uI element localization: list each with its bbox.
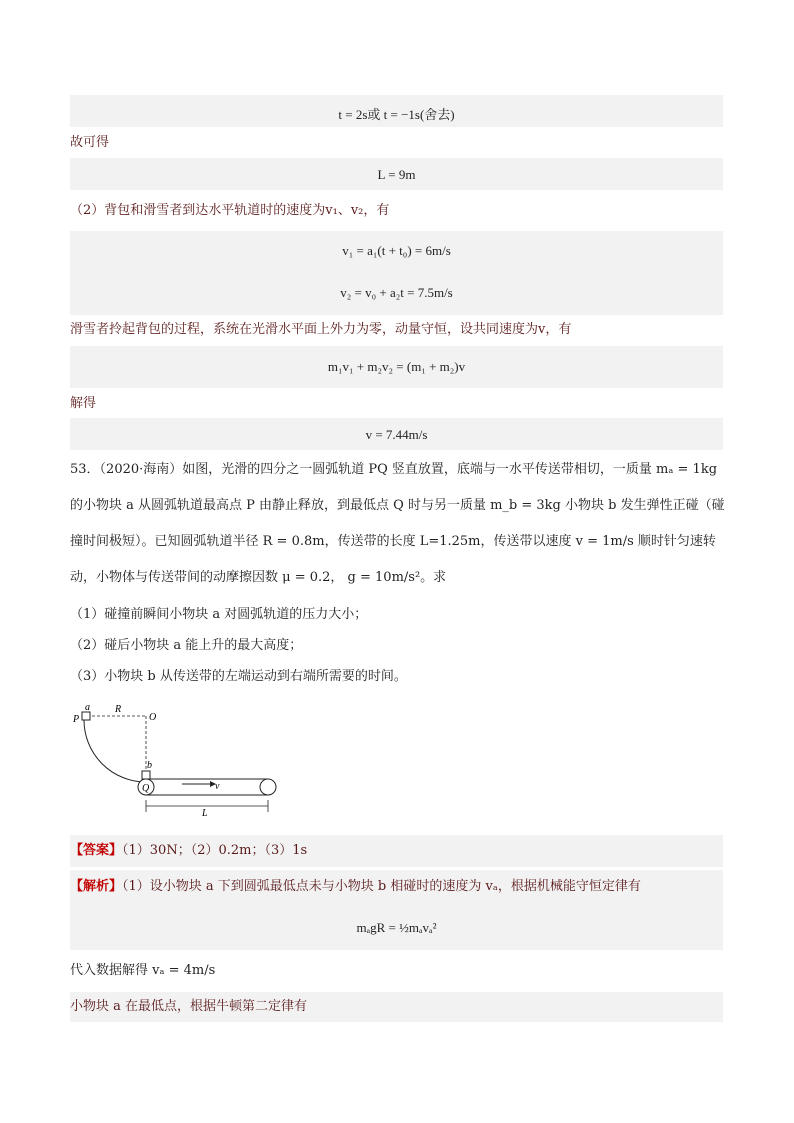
label-a: a [85,702,90,713]
equation-L: L = 9m [377,167,416,182]
label-O: O [149,712,157,723]
arc-track [84,720,146,782]
label-Q: Q [142,783,150,794]
block-a [82,712,90,720]
label-b: b [147,760,152,771]
label-L: L [202,808,208,819]
text-part2 [70,202,389,220]
text-substitute: 代入数据解得 vₐ = 4m/s [70,963,216,978]
answer-label: 【答案】 [70,843,123,858]
label-R: R [115,704,122,715]
label-v: v [215,781,220,792]
block-b [142,771,150,779]
physics-diagram [70,700,290,820]
text-part2-main: （2）背包和滑雪者到达水平轨道时的速度为 [70,203,326,218]
text-gu-ke-de: 故可得 [70,135,110,150]
equation-v1: v₁ = a₁(t + t₀) = 6m/s [342,243,451,258]
answer-text: （1）30N；（2）0.2m；（3）1s [122,843,308,858]
problem-line-1: 53．（2020·海南）如图，光滑的四分之一圆弧轨道 PQ 竖直放置，底端与一水平传送带相切，一质量 mₐ = 1kg [70,462,718,477]
question-1: （1）碰撞前瞬间小物块 a 对圆弧轨道的压力大小； [70,607,368,622]
problem-line-3: 撞时间极短）。已知圆弧轨道半径 R = 0.8m，传送带的长度 L=1.25m，传送带以速度 v = 1m/s 顺时针匀速转 [70,534,716,549]
problem-line-2: 的小物块 a 从圆弧轨道最高点 P 由静止释放，到最低点 Q 时与另一质量 m_b = 3kg 小物块 b 发生弹性正碰（碰 [70,498,725,513]
text-momentum [70,321,571,339]
text-lowest-point: 小物块 a 在最低点，根据牛顿第二定律有 [70,999,308,1014]
text-momentum-tail: v，有 [538,322,572,337]
analysis-label: 【解析】 [70,879,123,894]
question-2: （2）碰后小物块 a 能上升的最大高度； [70,638,303,653]
equation-v: v = 7.44m/s [365,427,428,442]
text-part2-vars: v₁、v₂，有 [325,203,390,218]
text-jie-de: 解得 [70,396,97,411]
problem-statement [70,452,723,596]
belt-right-roller [260,779,276,795]
question-3: （3）小物块 b 从传送带的左端运动到右端所需要的时间。 [70,669,407,684]
problem-line-4: 动，小物体与传送带间的动摩擦因数 μ = 0.2， g = 10m/s²。求 [70,570,447,585]
text-momentum-main: 滑雪者拎起背包的过程，系统在光滑水平面上外力为零，动量守恒，设共同速度为 [70,322,539,337]
analysis-text: （1）设小物块 a 下到圆弧最低点未与小物块 b 相碰时的速度为 vₐ，根据机械能守恒定律有 [122,879,641,894]
equation-t: t = 2s或 t = −1s(舍去) [338,107,455,122]
analysis-line [70,878,641,896]
label-P: P [73,714,80,725]
equation-v2: v₂ = v₀ + a₂t = 7.5m/s [340,285,453,300]
answer-line [70,842,307,860]
equation-energy: mₐgR = ½mₐvₐ² [356,920,437,935]
equation-momentum: m₁v₁ + m₂v₂ = (m₁ + m₂)v [327,359,466,374]
